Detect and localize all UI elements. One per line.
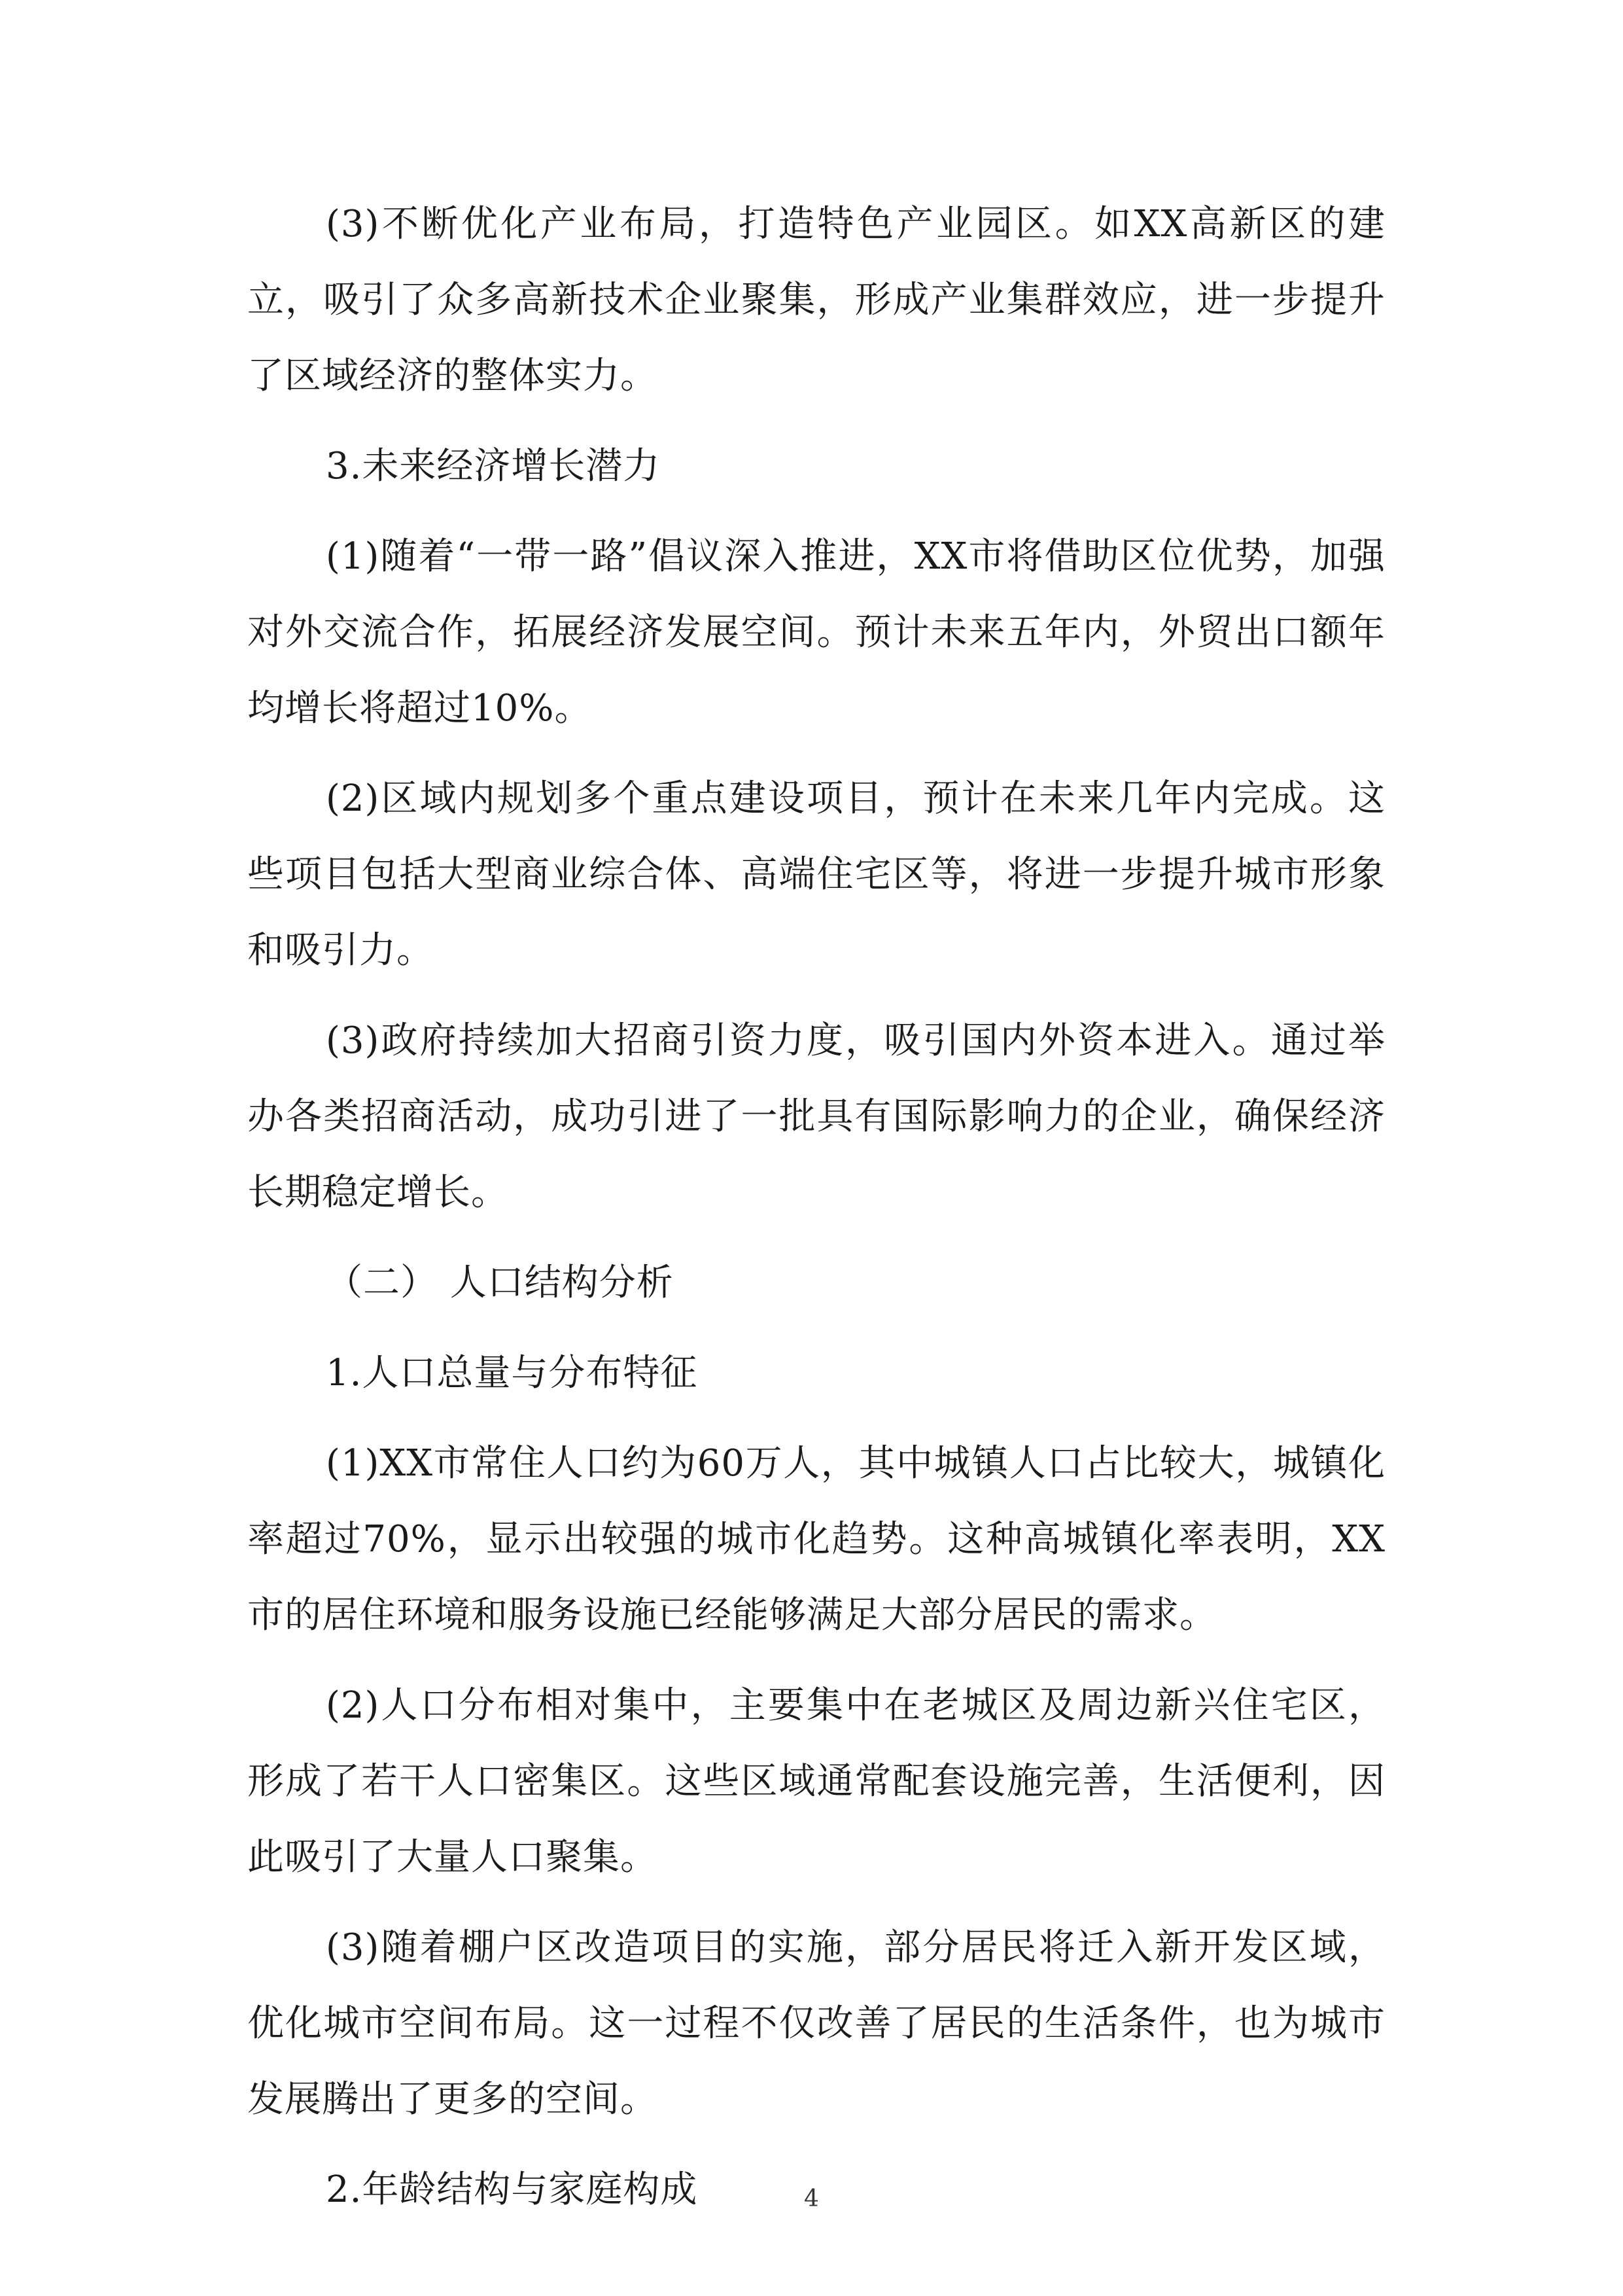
heading-age-structure: 2.年龄结构与家庭构成 bbox=[326, 2168, 698, 2211]
paragraph-key-projects: (2)区域内规划多个重点建设项目，预计在未来几年内完成。这些项目包括大型商业综合体、高端住宅区等，将进一步提升城市形象和吸引力。 bbox=[247, 777, 1386, 972]
heading-growth-potential: 3.未来经济增长潜力 bbox=[326, 445, 661, 487]
paragraph-investment: (3)政府持续加大招商引资力度，吸引国内外资本进入。通过举办各类招商活动，成功引进了一批具有国际影响力的企业，确保经济长期稳定增长。 bbox=[247, 1019, 1386, 1214]
heading-population-structure: （二） 人口结构分析 bbox=[326, 1262, 674, 1304]
paragraph-shantytown-renovation: (3)随着棚户区改造项目的实施，部分居民将迁入新开发区域，优化城市空间布局。这一过程不仅改善了居民的生活条件，也为城市发展腾出了更多的空间。 bbox=[247, 1926, 1386, 2121]
paragraph-belt-road: (1)随着“一带一路”倡议深入推进，XX市将借助区位优势，加强对外交流合作，拓展经济发展空间。预计未来五年内，外贸出口额年均增长将超过10%。 bbox=[247, 535, 1386, 730]
heading-population-distribution: 1.人口总量与分布特征 bbox=[326, 1352, 698, 1394]
paragraph-population-concentration: (2)人口分布相对集中，主要集中在老城区及周边新兴住宅区，形成了若干人口密集区。这些区域通常配套设施完善，生活便利，因此吸引了大量人口聚集。 bbox=[247, 1684, 1386, 1879]
document-body bbox=[247, 186, 1386, 2242]
paragraph-industry-layout: (3)不断优化产业布局，打造特色产业园区。如XX高新区的建立，吸引了众多高新技术企业聚集，形成产业集群效应，进一步提升了区域经济的整体实力。 bbox=[247, 203, 1386, 397]
paragraph-resident-population: (1)XX市常住人口约为60万人，其中城镇人口占比较大，城镇化率超过70%，显示出较强的城市化趋势。这种高城镇化率表明，XX市的居住环境和服务设施已经能够满足大部分居民的需求。 bbox=[247, 1442, 1386, 1636]
page-number: 4 bbox=[804, 2185, 819, 2212]
